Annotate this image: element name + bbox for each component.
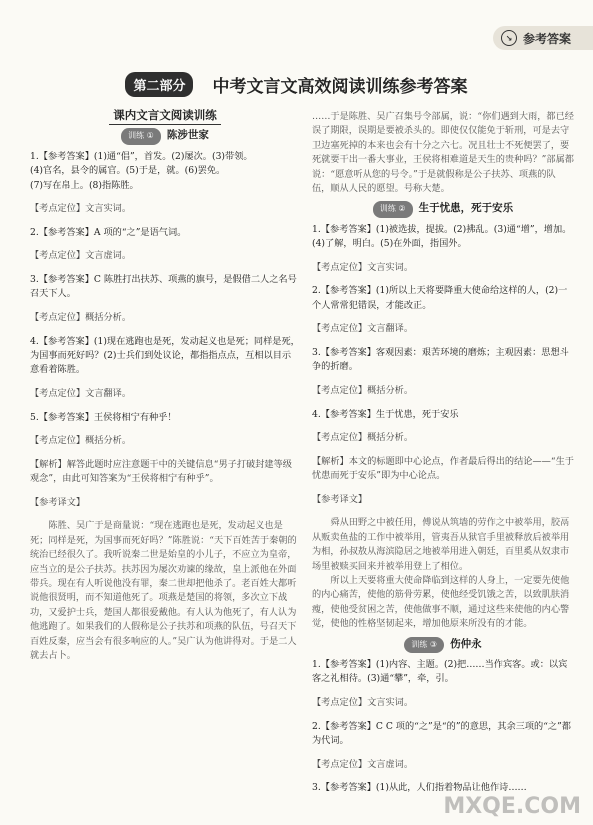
answer-note: 【考点定位】文言实词。 [312, 697, 414, 709]
answer-note: 【考点定位】文言翻译。 [30, 388, 132, 399]
page-title [0, 72, 593, 97]
answer-note: 【考点定位】文言虚词。 [30, 250, 132, 262]
exercise-badge: 训练 ② [373, 201, 413, 217]
answer-note: 【考点定位】文言虚词。 [312, 758, 414, 770]
exercise-title: 伤仲永 [450, 637, 482, 650]
exercise-header [30, 128, 300, 144]
answer-note: 【考点定位】文言翻译。 [312, 323, 414, 335]
answer-item: 2.【参考答案】C C 项的“之”是“的”的意思，其余三项的“之”都为代词。 [312, 720, 571, 747]
answer-item: 4.【参考答案】生于忧患，死于安乐 [312, 408, 459, 420]
answer-item: ……于是陈胜、吴广召集号令部属，说：“你们遇到大雨，都已经误了期限，误期是要被杀头的。即使仅仅能免于斩刑，可是去守卫边塞死掉的本来也会有十分之六七。况且壮士不死便罢了，要死就要干出一番大事业，王侯将相难道是天生的贵种吗？”部属都说：“愿意听从您的号令。”于是就假称是公子扶苏、项燕的队伍，顺从人民的愿望。号称大楚。 [312, 111, 574, 195]
answer-item: 2.【参考答案】(1)所以上天将要降重大使命给这样的人，(2)一个人常常犯错误，才能改正。 [312, 285, 568, 311]
arrow-icon: ↘ [501, 30, 517, 46]
answer-note: 【解析】解答此题时应注意题干中的关键信息“男子打破封建等级观念”，由此可知答案为“王侯将相宁有种乎”。 [30, 458, 292, 485]
right-column [312, 110, 574, 796]
answer-note: 【考点定位】概括分析。 [30, 312, 132, 323]
answer-note: 【参考译文】 [30, 496, 86, 508]
exercise-title: 陈涉世家 [166, 129, 209, 142]
exercise-badge: 训练 ③ [404, 637, 444, 653]
exercise-badge: 训练 ① [121, 128, 161, 144]
translation-paragraph: 所以上天要将重大使命降临到这样的人身上，一定要先使他的内心痛苦，使他的筋骨劳累，使他经受饥饿之苦，以致肌肤消瘦，使他受贫困之苦，使他做事不顺，通过这些来使他的内心警觉，使他的性格坚韧起来，增加他原来所没有的才能。 [312, 575, 570, 630]
answer-item: 2.【参考答案】A 项的“之”是语气词。 [30, 226, 187, 238]
left-column [30, 108, 300, 663]
main-title: 中考文言文高效阅读训练参考答案 [212, 77, 468, 97]
answer-note: 【参考译文】 [312, 493, 368, 505]
answer-item: 3.【参考答案】C 陈胜打出扶苏、项燕的旗号，是假借二人之名号召天下人。 [30, 274, 297, 300]
part-badge: 第二部分 [125, 72, 193, 97]
answer-note: 【考点定位】文言实词。 [312, 261, 414, 273]
translation-paragraph: 陈胜、吴广于是商量说：“现在逃跑也是死，发动起义也是死；同样是死，为国事而死好吗？”陈胜说：“天下百姓苦于秦朝的统治已经很久了。我听说秦二世是始皇的小儿子，不应立为皇帝，应当立的是公子扶苏。扶苏因为屡次劝谏的缘故，皇上派他在外面带兵。现在有人听说他没有罪，秦二世却把他杀了。老百姓大都听说他很贤明，而不知道他死了。项燕是楚国的将领，多次立下战功，又爱护士兵，楚国人都很爱戴他。有人认为他死了，有人认为他逃跑了。如果我们的人假称是公子扶苏和项燕的队伍，号召天下百姓反秦，应当会有很多响应的人。”吴广认为他讲得对。于是二人就去占卜。 [30, 520, 297, 662]
section-title: 课内文言文阅读训练 [30, 108, 300, 122]
exercise-header [312, 201, 574, 217]
answer-item: 4.【参考答案】(1)现在逃跑也是死，发动起义也是死；同样是死，为国事而死好吗？(2)士兵们到处议论，都指指点点，互相以目示意看着陈胜。 [30, 335, 300, 376]
tab-label: 参考答案 [523, 31, 572, 46]
answer-note: 【考点定位】概括分析。 [312, 432, 414, 444]
translation-paragraph: 舜从田野之中被任用，傅说从筑墙的劳作之中被举用，胶鬲从贩卖鱼盐的工作中被举用，管夷吾从狱官手里被释放后被举用为相，孙叔敖从海滨隐居之地被举用进入朝廷，百里奚从奴隶市场里被赎买回来并被举用登上了相位。 [312, 517, 570, 572]
answer-item: (4)官名，县令的属官。(5)于是，就。(6)罢免。 [30, 165, 226, 177]
header-tab [493, 26, 593, 50]
answer-item: 1.【参考答案】(1)通“倡”，首发。(2)屡次。(3)带领。 [30, 150, 253, 162]
watermark: MXQE.COM [443, 794, 581, 819]
exercise-header [312, 637, 574, 653]
answer-item: 3.【参考答案】客观因素：艰苦环境的磨炼；主观因素：思想斗争的折磨。 [312, 347, 569, 373]
answer-note: 【解析】本文的标题即中心论点，作者最后得出的结论——“生于忧患而死于安乐”即为中心论点。 [312, 455, 574, 482]
answer-item: (7)写在帛上。(8)指陈胜。 [30, 179, 139, 191]
answer-item: 1.【参考答案】(1)内容、主题。(2)把……当作宾客。或：以宾客之礼相待。(3)通“攀”，牵，引。 [312, 659, 568, 685]
answer-item: 3.【参考答案】(1)从此，人们指着物品让他作诗…… [312, 782, 527, 794]
answer-note: 【考点定位】概括分析。 [312, 385, 414, 397]
answer-item: 5.【参考答案】王侯将相宁有种乎！ [30, 411, 177, 423]
answer-note: 【考点定位】文言实词。 [30, 203, 132, 215]
exercise-title: 生于忧患，死于安乐 [418, 202, 514, 215]
answer-item: 1.【参考答案】(1)被选拔，提拔。(2)拂乱。(3)通“增”，增加。(4)了解，明白。(5)在外面，指国外。 [312, 223, 572, 250]
answer-note: 【考点定位】概括分析。 [30, 435, 132, 447]
